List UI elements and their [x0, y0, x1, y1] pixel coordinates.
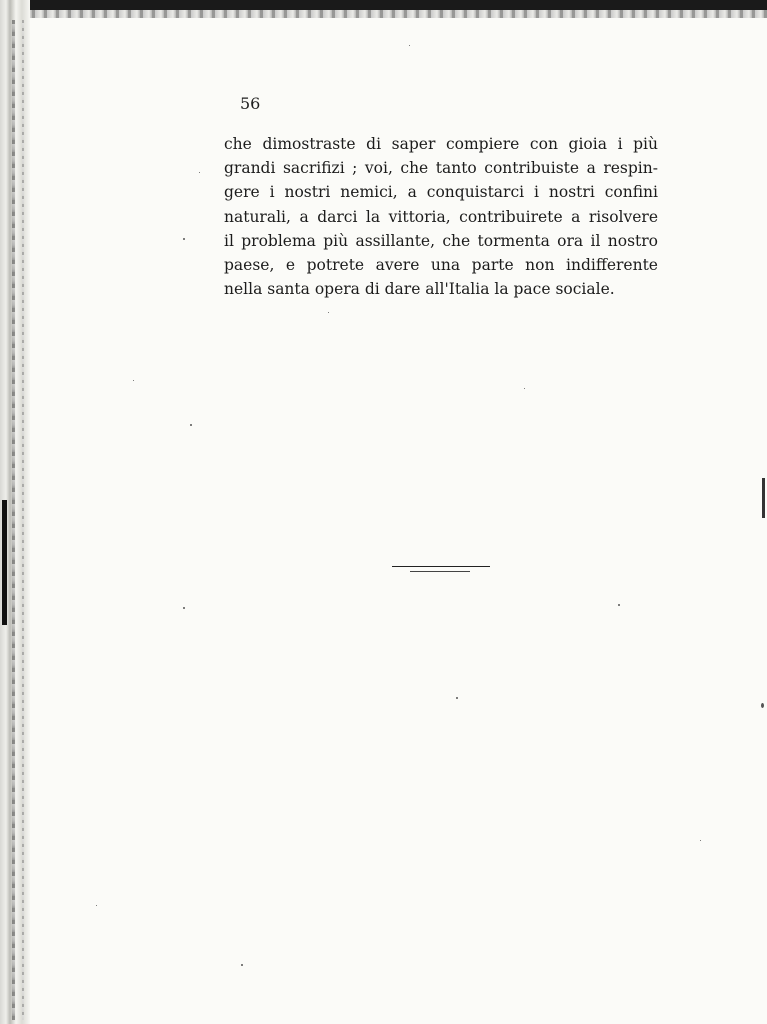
- body-paragraph: [224, 132, 658, 301]
- paper-speck: [618, 604, 620, 606]
- text-line: grandi sacrifizi ; voi, che tanto contribuiste a respin-: [224, 159, 658, 178]
- book-spine-shadow: [12, 20, 15, 1020]
- paper-speck: [761, 703, 764, 708]
- paper-speck: [700, 840, 701, 841]
- paper-speck: [96, 905, 97, 906]
- scan-left-dark-mark: [2, 500, 7, 625]
- paper-speck: [190, 424, 192, 426]
- paper-speck: [524, 388, 525, 389]
- paper-speck: [183, 607, 185, 609]
- section-end-rule-short: [410, 571, 470, 572]
- book-spine-shadow-inner: [22, 20, 24, 1020]
- paper-speck: [241, 964, 243, 966]
- scan-top-border: [20, 10, 767, 18]
- paper-speck: [456, 697, 458, 699]
- text-line: gere i nostri nemici, a conquistarci i nostri confini: [224, 183, 658, 202]
- text-line: nella santa opera di dare all'Italia la pace sociale.: [224, 280, 615, 299]
- paper-speck: [409, 45, 410, 46]
- text-line: paese, e potrete avere una parte non indifferente: [224, 256, 658, 275]
- paper-speck: [183, 238, 185, 240]
- text-line: il problema più assillante, che tormenta ora il nostro: [224, 231, 658, 250]
- page-number: 56: [240, 94, 261, 113]
- text-line: naturali, a darci la vittoria, contribuirete a risolvere: [224, 207, 658, 226]
- paper-speck: [199, 172, 200, 173]
- text-line: che dimostraste di saper compiere con gioia i più: [224, 135, 658, 153]
- paper-speck: [133, 380, 134, 381]
- section-end-rule: [392, 566, 490, 567]
- scan-top-edge: [0, 0, 767, 10]
- scan-right-mark: [762, 478, 765, 518]
- paper-speck: [328, 312, 329, 313]
